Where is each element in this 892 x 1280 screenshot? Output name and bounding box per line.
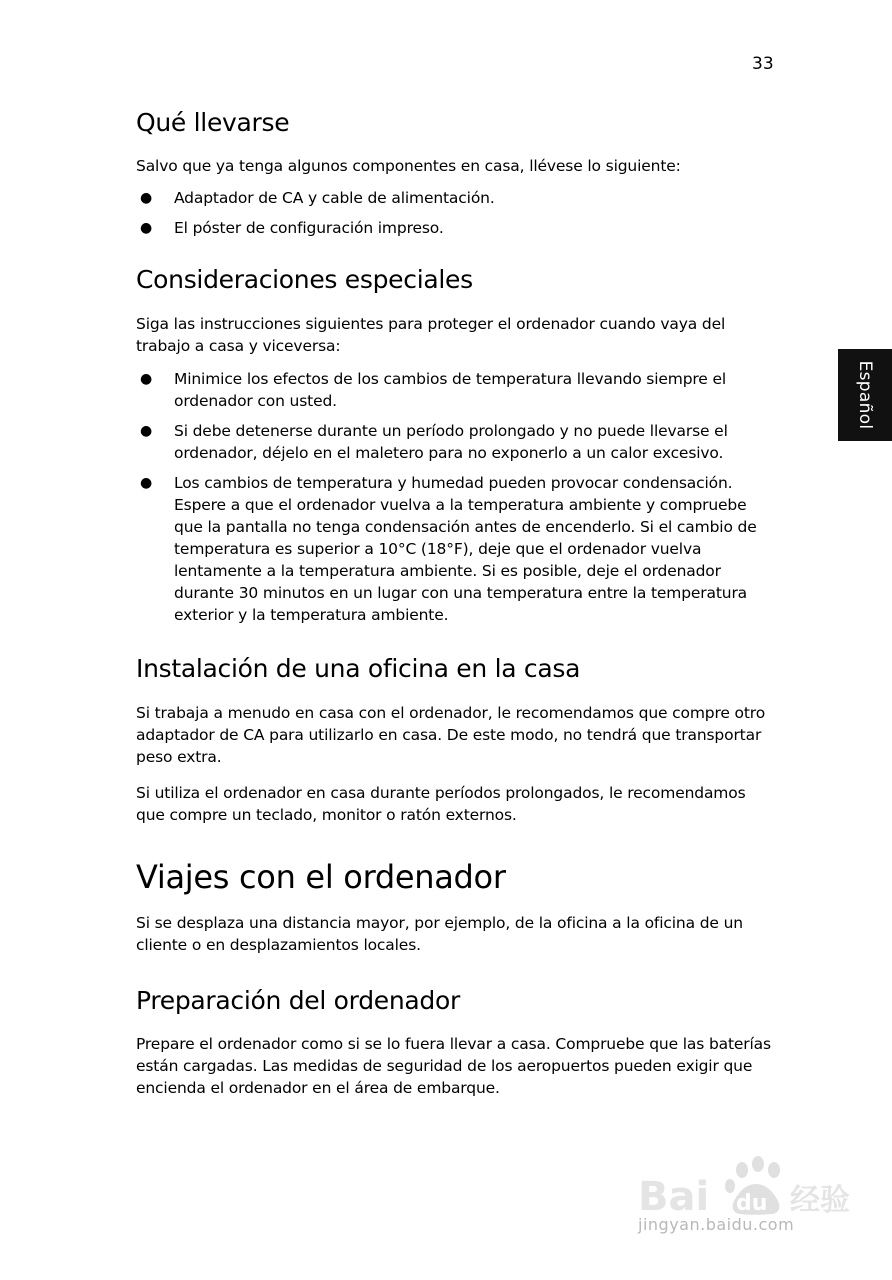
section-title-preparacion: Preparación del ordenador — [136, 986, 460, 1015]
section-paragraph: Si trabaja a menudo en casa con el ordenador, le recomendamos que compre otro adaptador de CA para utilizarlo en casa. De este modo, no tendrá que transportar peso extra. — [136, 704, 766, 766]
list-consideraciones — [136, 368, 776, 626]
section-title-consideraciones: Consideraciones especiales — [136, 265, 473, 294]
section-paragraph: Si se desplaza una distancia mayor, por ejemplo, de la oficina a la oficina de un cliente o en desplazamientos locales. — [136, 914, 743, 954]
svg-text:Bai: Bai — [638, 1174, 710, 1220]
chapter-title-viajes: Viajes con el ordenador — [136, 858, 506, 896]
list-item-text: Adaptador de CA y cable de alimentación. — [174, 189, 495, 207]
list-item — [136, 217, 776, 239]
section-intro-que-llevarse: Salvo que ya tenga algunos componentes en casa, llévese lo siguiente: — [136, 157, 681, 175]
section-title-que-llevarse: Qué llevarse — [136, 108, 290, 137]
bullet-icon: ● — [140, 371, 153, 387]
list-item-text: Si debe detenerse durante un período prolongado y no puede llevarse el ordenador, déjelo en el maletero para no exponerlo a un calor excesivo. — [174, 422, 728, 462]
svg-text:经验: 经验 — [790, 1183, 850, 1218]
list-item — [136, 420, 776, 464]
page-number: 33 — [752, 54, 774, 74]
list-item — [136, 472, 776, 626]
section-paragraph: Si utiliza el ordenador en casa durante períodos prolongados, le recomendamos que compre un teclado, monitor o ratón externos. — [136, 784, 746, 824]
svg-text:du: du — [736, 1191, 768, 1216]
list-que-llevarse — [136, 187, 776, 239]
bullet-icon: ● — [140, 475, 153, 491]
list-item — [136, 368, 776, 412]
language-side-tab — [838, 349, 892, 441]
watermark-url: jingyan.baidu.com — [638, 1215, 795, 1234]
bullet-icon: ● — [140, 423, 153, 439]
page-content — [136, 106, 776, 1099]
section-intro-consideraciones: Siga las instrucciones siguientes para proteger el ordenador cuando vaya del trabajo a casa y viceversa: — [136, 315, 726, 355]
language-side-tab-label: Español — [855, 360, 875, 430]
bullet-icon: ● — [140, 190, 153, 206]
section-title-oficina: Instalación de una oficina en la casa — [136, 654, 581, 683]
section-paragraph: Prepare el ordenador como si se lo fuera llevar a casa. Compruebe que las baterías están cargadas. Las medidas de seguridad de los aeropuertos pueden exigir que encienda el ordenador en el área de embarque. — [136, 1035, 771, 1097]
list-item-text: Minimice los efectos de los cambios de temperatura llevando siempre el ordenador con usted. — [174, 370, 726, 410]
list-item-text: Los cambios de temperatura y humedad pueden provocar condensación. Espere a que el ordenador vuelva a la temperatura ambiente y compruebe que la pantalla no tenga condensación antes de encenderlo. Si el cambio de temperatura es superior a 10°C (18°F), deje que el ordenador vuelva lentamente a la temperatura ambiente. Si es posible, deje el ordenador durante 30 minutos en un lugar con una temperatura entre la temperatura exterior y la temperatura ambiente. — [174, 474, 757, 624]
list-item-text: El póster de configuración impreso. — [174, 219, 444, 237]
bullet-icon: ● — [140, 220, 153, 236]
list-item — [136, 187, 776, 209]
